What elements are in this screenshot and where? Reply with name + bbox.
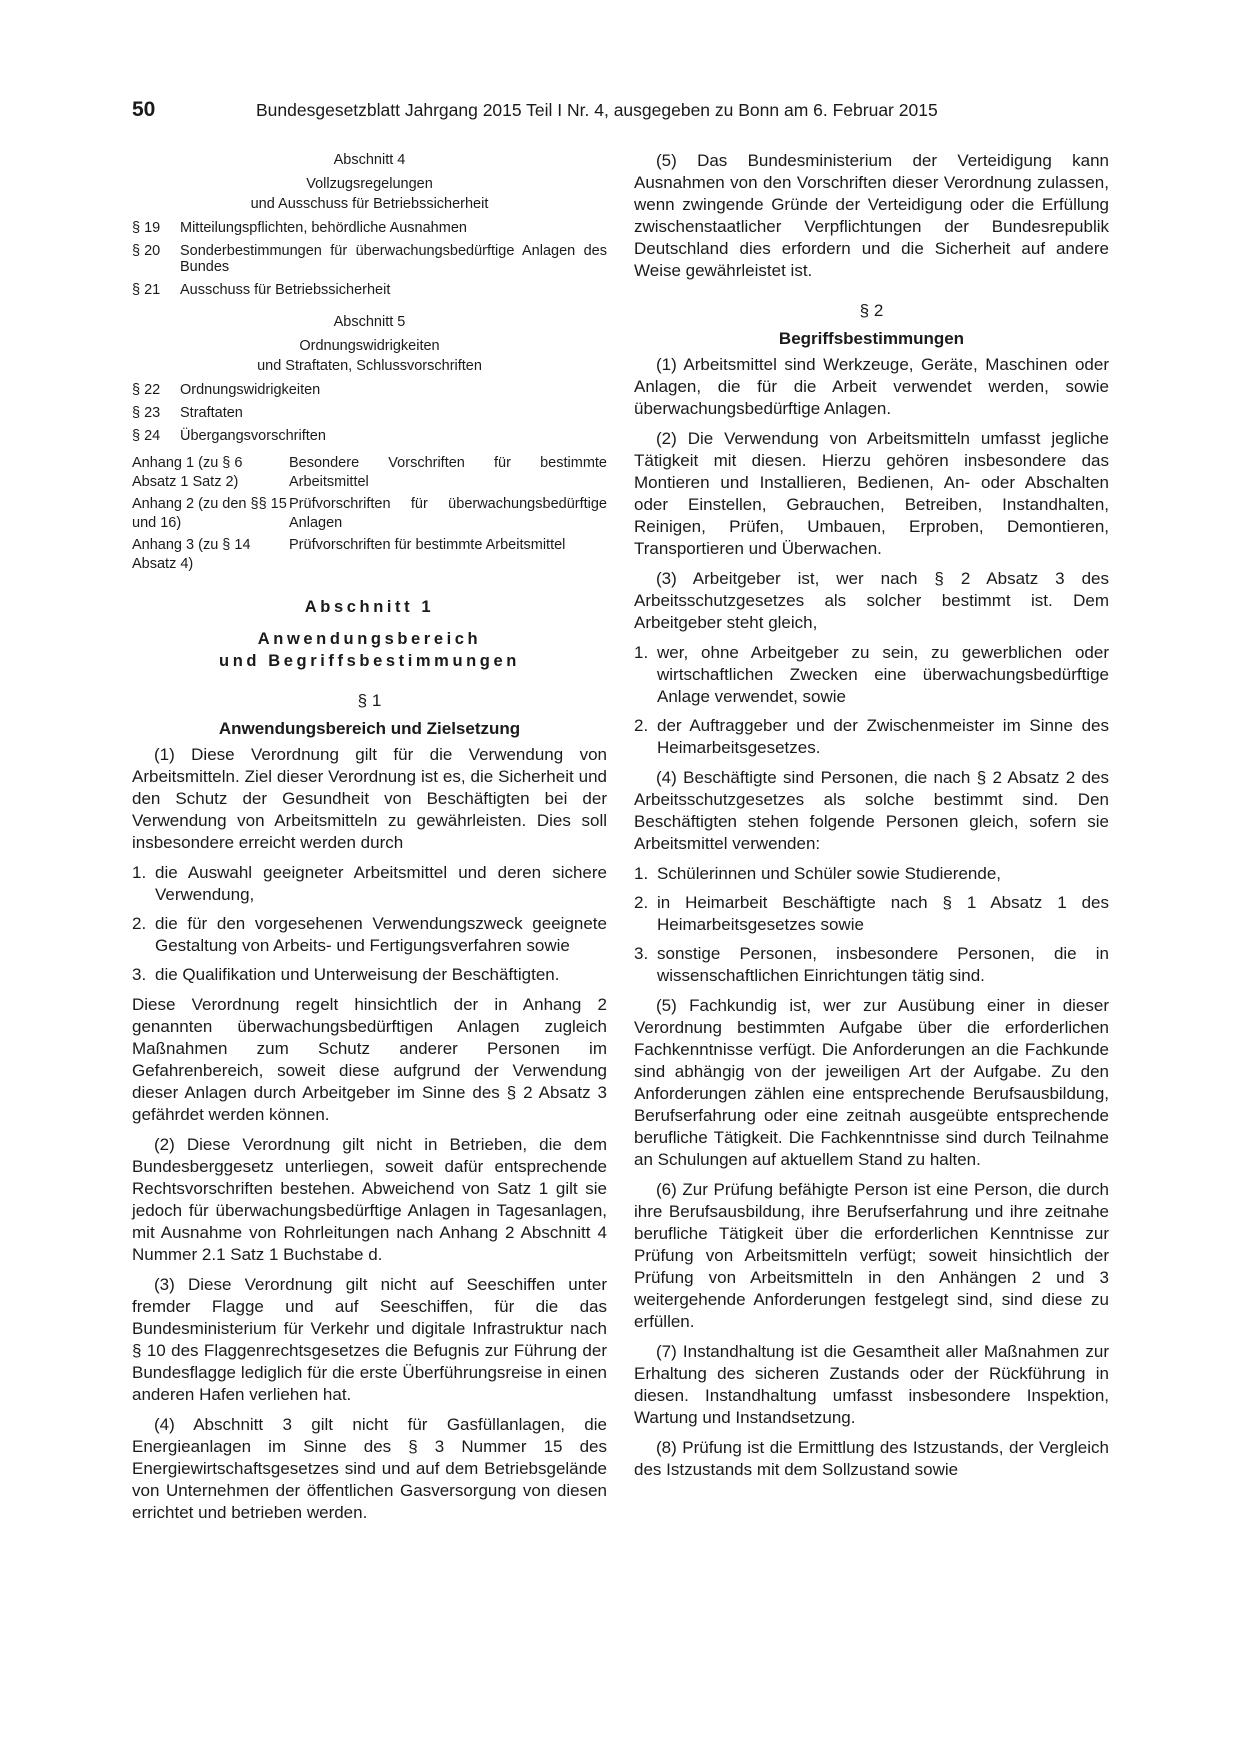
list-item-number: 3. xyxy=(634,944,649,963)
body-paragraph: (3) Arbeitgeber ist, wer nach § 2 Absatz 3 des Arbeitsschutzgesetzes als solcher bestimmt ist. Dem Arbeitgeber steht gleich, xyxy=(634,569,1109,632)
list-item xyxy=(132,913,607,957)
right-column xyxy=(634,150,1109,1489)
page-header xyxy=(132,98,1109,124)
toc-item-number: § 20 xyxy=(132,243,161,259)
toc-item-text: Sonderbestimmungen für überwachungsbedürftige Anlagen des Bundes xyxy=(180,243,607,275)
list-item xyxy=(634,715,1109,759)
body-paragraph: (1) Arbeitsmittel sind Werkzeuge, Geräte, Maschinen oder Anlagen, die für die Arbeit verwendet werden, sowie überwachungsbedürftige Anlagen. xyxy=(634,355,1109,418)
body-paragraph: Diese Verordnung regelt hinsichtlich der in Anhang 2 genannten überwachungsbedürftigen Anlagen zugleich Maßnahmen zum Schutz anderer Personen im Gefahrenbereich, soweit diese aufgrund der Verwendung dieser Anlagen durch Arbeitgeber im Sinne des § 2 Absatz 3 gefährdet werden können. xyxy=(132,995,607,1124)
paragraph-sign: § 2 xyxy=(859,301,884,320)
body-paragraph: (2) Die Verwendung von Arbeitsmitteln umfasst jegliche Tätigkeit mit diesen. Hierzu gehören insbesondere das Montieren und Installieren, Bedienen, An- oder Abschalten oder Einstellen, Gebrauchen, Betreiben, Instandhalten, Reinigen, Prüfen, Umbauen, Erproben, Demontieren, Transportieren und Überwachen. xyxy=(634,429,1109,558)
body-paragraph: (4) Abschnitt 3 gilt nicht für Gasfüllanlagen, die Energieanlagen im Sinne des § 3 Nummer 15 des Energiewirtschaftsgesetzes sind und auf dem Betriebsgelände von Unternehmen der öffentlichen Gasversorgung von diesen errichtet und betrieben werden. xyxy=(132,1415,607,1522)
annex-ref: Anhang 1 (zu § 6 Absatz 1 Satz 2) xyxy=(132,455,243,490)
list-item-text: der Auftraggeber und der Zwischenmeister im Sinne des Heimarbeitsgesetzes. xyxy=(657,716,1109,757)
list-item-text: Schülerinnen und Schüler sowie Studierende, xyxy=(657,864,1002,883)
toc-item xyxy=(132,382,607,398)
body-paragraph: (6) Zur Prüfung befähigte Person ist eine Person, die durch ihre Berufsausbildung, ihre Berufserfahrung und ihre zeitnahe berufliche Tätigkeit über die erforderlichen Kenntnisse zur Prüfung von Arbeitsmitteln verfügt; soweit hinsichtlich der Prüfung von Arbeitsmitteln in den Anhängen 2 und 3 weitergehende Anforderungen festgelegt sind, sind diese zu erfüllen. xyxy=(634,1180,1109,1331)
list-item-number: 3. xyxy=(132,965,147,984)
part-label: Abschnitt 1 xyxy=(304,598,435,616)
list-item-text: wer, ohne Arbeitgeber zu sein, zu gewerblichen oder wirtschaftlichen Zwecken eine überwachungsbedürftige Anlage verwendet, sowie xyxy=(657,643,1109,706)
annex-ref: Anhang 3 (zu § 14 Absatz 4) xyxy=(132,537,251,572)
left-column xyxy=(132,150,607,1532)
toc-item-number: § 22 xyxy=(132,382,161,398)
toc-list xyxy=(132,382,607,444)
list-item xyxy=(634,642,1109,708)
list-item-number: 1. xyxy=(634,643,649,662)
annex-desc: Besondere Vorschriften für bestimmte Arbeitsmittel xyxy=(289,455,607,490)
body-paragraph: (7) Instandhaltung ist die Gesamtheit aller Maßnahmen zur Erhaltung des sicheren Zustands oder der Rückführung in diesen. Instandhaltung umfasst insbesondere Inspektion, Wartung und Instandsetzung. xyxy=(634,1342,1109,1427)
running-head: Bundesgesetzblatt Jahrgang 2015 Teil I Nr. 4, ausgegeben zu Bonn am 6. Februar 2015 xyxy=(256,100,938,120)
toc-section-4 xyxy=(132,150,607,298)
list-item-text: die für den vorgesehenen Verwendungszweck geeignete Gestaltung von Arbeits- und Fertigungsverfahren sowie xyxy=(155,914,607,955)
list-item-text: die Qualifikation und Unterweisung der Beschäftigten. xyxy=(155,965,560,984)
toc-item-number: § 21 xyxy=(132,282,161,298)
toc-item xyxy=(132,243,607,275)
body-paragraph: (5) Fachkundig ist, wer zur Ausübung einer in dieser Verordnung bestimmten Aufgabe über die erforderlichen Fachkenntnisse verfügt. Die Anforderungen an die Fachkunde sind abhängig von der jeweiligen Art der Aufgabe. Zu den Anforderungen zählen eine entsprechende Berufsausbildung, Berufserfahrung oder eine zeitnah ausgeübte entsprechende berufliche Tätigkeit. Die Fachkenntnisse sind durch Teilnahme an Schulungen auf aktuellem Stand zu halten. xyxy=(634,996,1109,1169)
enumerated-list xyxy=(634,863,1109,987)
list-item-number: 2. xyxy=(634,716,649,735)
toc-item-text: Straftaten xyxy=(180,405,243,421)
toc-item xyxy=(132,220,607,236)
toc-section-label: Abschnitt 5 xyxy=(333,314,406,330)
toc-item-number: § 23 xyxy=(132,405,161,421)
toc-item-number: § 24 xyxy=(132,428,161,444)
list-item xyxy=(634,892,1109,936)
body-paragraph: (1) Diese Verordnung gilt für die Verwendung von Arbeitsmitteln. Ziel dieser Verordnung ist es, die Sicherheit und den Schutz der Gesundheit von Beschäftigten bei der Verwendung von Arbeitsmitteln zu gewährleisten. Dies soll insbesondere erreicht werden durch xyxy=(132,745,607,852)
annex-row xyxy=(132,454,607,492)
toc-item xyxy=(132,405,607,421)
list-item xyxy=(132,862,607,906)
toc-section-title: und Straftaten, Schlussvorschriften xyxy=(257,358,482,374)
annex-row xyxy=(132,536,607,574)
part-title: Anwendungsbereich xyxy=(257,630,482,648)
body-paragraph: (4) Beschäftigte sind Personen, die nach § 2 Absatz 2 des Arbeitsschutzgesetzes als solche bestimmt sind. Den Beschäftigten stehen folgende Personen gleich, sofern sie Arbeitsmittel verwenden: xyxy=(634,768,1109,853)
annex-list xyxy=(132,454,607,574)
toc-list xyxy=(132,220,607,298)
list-item-number: 1. xyxy=(634,864,649,883)
toc-item-text: Ordnungswidrigkeiten xyxy=(180,382,321,398)
list-item-number: 2. xyxy=(132,914,147,933)
toc-item-text: Übergangsvorschriften xyxy=(180,428,326,444)
body-paragraph: (5) Das Bundesministerium der Verteidigung kann Ausnahmen von den Vorschriften dieser Verordnung zulassen, wenn zwingende Gründe der Verteidigung oder die Erfüllung zwischenstaatlicher Verpflichtungen der Bundesrepublik Deutschland dies erfordern und die Sicherheit auf andere Weise gewährleistet ist. xyxy=(634,151,1109,280)
toc-section-label: Abschnitt 4 xyxy=(333,152,406,168)
enumerated-list xyxy=(132,862,607,986)
part-title: und Begriffsbestimmungen xyxy=(219,652,520,670)
annex-ref: Anhang 2 (zu den §§ 15 und 16) xyxy=(132,496,287,531)
annex-desc: Prüfvorschriften für überwachungsbedürftige Anlagen xyxy=(289,496,607,531)
list-item-text: in Heimarbeit Beschäftigte nach § 1 Absatz 1 des Heimarbeitsgesetzes sowie xyxy=(657,893,1109,934)
annex-row xyxy=(132,495,607,533)
body-paragraph: (2) Diese Verordnung gilt nicht in Betrieben, die dem Bundesberggesetz unterliegen, soweit dafür entsprechende Rechtsvorschriften bestehen. Abweichend von Satz 1 gilt sie jedoch für überwachungsbedürftige Anlagen in Tagesanlagen, mit Ausnahme von Rohrleitungen nach Anhang 2 Abschnitt 4 Nummer 2.1 Satz 1 Buchstabe d. xyxy=(132,1135,607,1264)
paragraph-sign: § 1 xyxy=(357,691,382,710)
list-item-number: 1. xyxy=(132,863,147,882)
toc-item-number: § 19 xyxy=(132,220,161,236)
list-item-text: die Auswahl geeigneter Arbeitsmittel und deren sichere Verwendung, xyxy=(155,863,607,904)
toc-section-title: Ordnungswidrigkeiten xyxy=(299,338,440,354)
toc-item-text: Mitteilungspflichten, behördliche Ausnahmen xyxy=(180,220,467,236)
list-item xyxy=(132,964,607,986)
toc-item-text: Ausschuss für Betriebssicherheit xyxy=(180,282,391,298)
page-number: 50 xyxy=(132,98,156,121)
list-item-text: sonstige Personen, insbesondere Personen, die in wissenschaftlichen Einrichtungen tätig sind. xyxy=(657,944,1109,985)
paragraph-title: Begriffsbestimmungen xyxy=(778,329,965,348)
list-item-number: 2. xyxy=(634,893,649,912)
toc-section-title: Vollzugsregelungen xyxy=(306,176,433,192)
body-paragraph: (8) Prüfung ist die Ermittlung des Istzustands, der Vergleich des Istzustands mit dem Sollzustand sowie xyxy=(634,1438,1109,1479)
toc-section-title: und Ausschuss für Betriebssicherheit xyxy=(250,196,489,212)
toc-item xyxy=(132,282,607,298)
paragraph-title: Anwendungsbereich und Zielsetzung xyxy=(218,719,521,738)
toc-item xyxy=(132,428,607,444)
toc-section-5 xyxy=(132,312,607,574)
list-item xyxy=(634,863,1109,885)
body-paragraph: (3) Diese Verordnung gilt nicht auf Seeschiffen unter fremder Flagge und auf Seeschiffen, für die das Bundesministerium für Verkehr und digitale Infrastruktur nach § 10 des Flaggenrechtsgesetzes die Befugnis zur Führung der Bundesflagge lediglich für die erste Überführungsreise in einen anderen Hafen verliehen hat. xyxy=(132,1275,607,1404)
list-item xyxy=(634,943,1109,987)
annex-desc: Prüfvorschriften für bestimmte Arbeitsmittel xyxy=(289,537,566,553)
enumerated-list xyxy=(634,642,1109,759)
